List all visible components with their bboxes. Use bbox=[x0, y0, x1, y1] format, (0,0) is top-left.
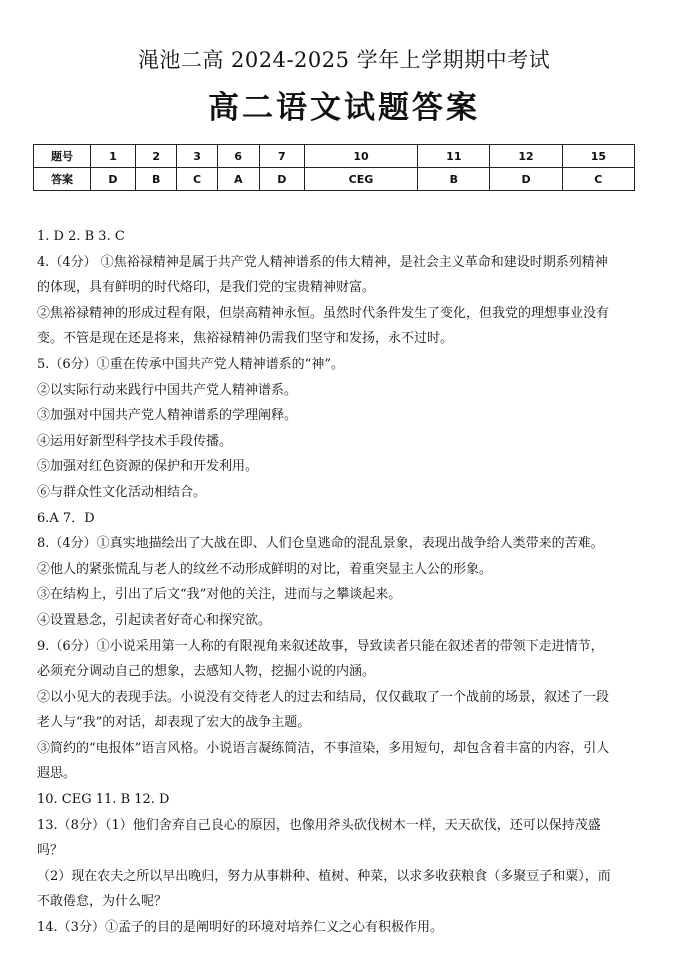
answer-line: ②以实际行动来践行中国共产党人精神谱系。 bbox=[37, 382, 298, 398]
answer-line: ③简约的“电报体”语言风格。小说语言凝练简洁，不事渲染，多用短句，却包含着丰富的内容，引人 bbox=[37, 740, 610, 756]
table-cell: 10 bbox=[304, 145, 417, 168]
answer-line: ⑥与群众性文化活动相结合。 bbox=[37, 484, 207, 500]
answer-line: 变。不管是现在还是将来，焦裕禄精神仍需我们坚守和发扬，永不过时。 bbox=[37, 331, 454, 347]
table-cell: C bbox=[562, 168, 634, 191]
answer-line: 13.（8分）（1）他们舍弃自己良心的原因，也像用斧头砍伐树木一样，天天砍伐，还可以保持茂盛 bbox=[37, 817, 601, 833]
answer-line: ②焦裕禄精神的形成过程有限，但崇高精神永恒。虽然时代条件发生了变化，但我党的理想事业没有 bbox=[37, 305, 610, 321]
answer-line: ③加强对中国共产党人精神谱系的学理阐释。 bbox=[37, 408, 298, 424]
answer-line: ⑤加强对红色资源的保护和开发利用。 bbox=[37, 459, 259, 475]
table-cell: D bbox=[490, 168, 562, 191]
answer-line: 14.（3分）①孟子的目的是阐明好的环境对培养仁义之心有积极作用。 bbox=[37, 920, 443, 936]
answer-body bbox=[37, 224, 661, 941]
answer-line: 必须充分调动自己的想象，去感知人物，挖掘小说的内涵。 bbox=[37, 664, 376, 680]
table-cell: 3 bbox=[177, 145, 217, 168]
table-cell: A bbox=[217, 168, 259, 191]
table-cell: B bbox=[418, 168, 490, 191]
table-cell: 15 bbox=[562, 145, 634, 168]
answer-line: 1. D 2. B 3. C bbox=[37, 229, 125, 244]
answer-line: ②他人的紧张慌乱与老人的纹丝不动形成鲜明的对比，着重突显主人公的形象。 bbox=[37, 561, 493, 577]
answer-line: 8.（4分）①真实地描绘出了大战在即、人们仓皇逃命的混乱景象，表现出战争给人类带来的苦难。 bbox=[37, 536, 604, 552]
answer-table bbox=[33, 144, 635, 191]
answer-line: ③在结构上，引出了后文“我”对他的关注，进而与之攀谈起来。 bbox=[37, 587, 402, 603]
answer-line: 吗？ bbox=[37, 843, 64, 859]
answer-line: 老人与“我”的对话，却表现了宏大的战争主题。 bbox=[37, 715, 311, 731]
table-cell: D bbox=[91, 168, 136, 191]
answer-line: 5.（6分）①重在传承中国共产党人精神谱系的“神”。 bbox=[37, 356, 344, 372]
answer-line: 遐思。 bbox=[37, 766, 77, 782]
answer-line: 6.A 7．D bbox=[37, 510, 95, 526]
table-cell: 12 bbox=[490, 145, 562, 168]
table-cell: CEG bbox=[304, 168, 417, 191]
table-cell: 1 bbox=[91, 145, 136, 168]
answer-line: 不敢倦怠，为什么呢？ bbox=[37, 894, 168, 910]
table-cell: 11 bbox=[418, 145, 490, 168]
answer-line: 10. CEG 11. B 12. D bbox=[37, 792, 170, 808]
table-cell: C bbox=[177, 168, 217, 191]
answer-line: ④运用好新型科学技术手段传播。 bbox=[37, 433, 233, 449]
table-row-answers bbox=[34, 168, 635, 191]
answer-line: ④设置悬念，引起读者好奇心和探究欲。 bbox=[37, 612, 272, 628]
row-label-answer: 答案 bbox=[34, 168, 91, 191]
table-cell: 6 bbox=[217, 145, 259, 168]
page-title: 高二语文试题答案 bbox=[208, 90, 480, 126]
table-row-numbers bbox=[34, 145, 635, 168]
table-cell: 2 bbox=[135, 145, 177, 168]
answer-line: ②以小见大的表现手法。小说没有交待老人的过去和结局，仅仅截取了一个战前的场景，叙述了一段 bbox=[37, 689, 610, 705]
table-cell: 7 bbox=[259, 145, 304, 168]
answer-line: 的体现，具有鲜明的时代烙印，是我们党的宝贵精神财富。 bbox=[37, 280, 376, 296]
row-label-number: 题号 bbox=[34, 145, 91, 168]
table-cell: B bbox=[135, 168, 177, 191]
exam-subtitle: 渑池二高 2024-2025 学年上学期期中考试 bbox=[137, 48, 551, 72]
table-cell: D bbox=[259, 168, 304, 191]
answer-line: （2）现在农夫之所以早出晚归，努力从事耕种、植树、种菜，以求多收获粮食（多聚豆子和粟），而 bbox=[37, 868, 611, 884]
answer-line: 9.（6分）①小说采用第一人称的有限视角来叙述故事，导致读者只能在叙述者的带领下走进情节， bbox=[37, 638, 604, 654]
answer-line: 4.（4分） ①焦裕禄精神是属于共产党人精神谱系的伟大精神，是社会主义革命和建设时期系列精神 bbox=[37, 254, 608, 270]
